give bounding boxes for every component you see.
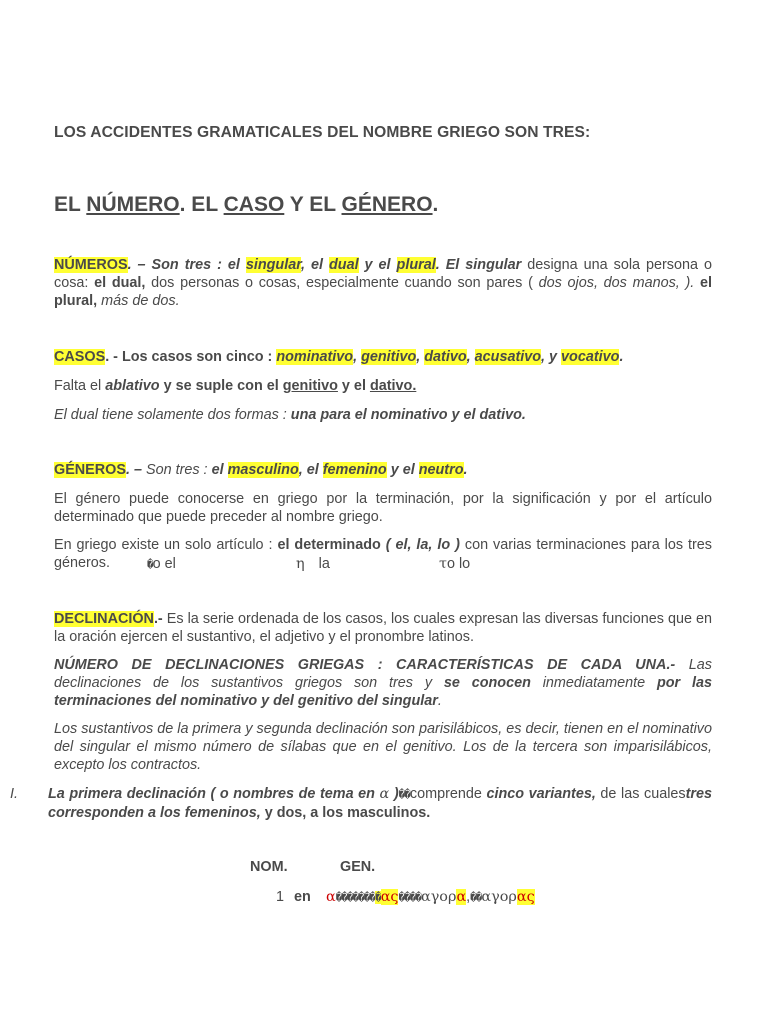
text: y el [386,462,419,478]
text: tres corresponden a los femeninos, [48,786,712,821]
subtitle-text: . [432,193,439,216]
subtitle-text: Y EL [284,193,342,216]
text: El singular [445,257,522,273]
text: α [456,889,467,905]
text: comprende [409,786,487,802]
text: ας [380,889,399,905]
table-row [276,888,311,906]
text: El género puede conocerse en griego por la terminación, por la significación y por el artículo determinado que puede preceder al nombre griego. [54,491,712,525]
document-title [54,124,712,142]
text: NÚMERO DE DECLINACIONES GRIEGAS : CARACTERÍSTICAS DE CADA UNA.- [54,657,676,673]
numeros-heading: NÚMEROS [54,257,128,273]
subtitle-text: . EL [179,193,224,216]
text: ας [516,889,535,905]
highlight-neutro: neutro [418,462,464,478]
text: .- [153,611,163,627]
table-row-forms [326,888,535,907]
col-header-nom [250,858,288,876]
text: , [416,349,425,365]
text: se conocen [443,675,531,691]
casos-ablativo-line [54,377,712,395]
numeros-paragraph [54,256,712,310]
text: dos personas o cosas, especialmente cuando son pares ( [145,275,539,291]
text: Falta el [54,378,106,394]
text: ) [389,786,399,802]
text: �� [470,891,482,904]
parisilabicos-paragraph [54,720,712,774]
text: el plural, [54,275,713,309]
title-text: LOS ACCIDENTES GRAMATICALES DEL NOMBRE GRIEGO SON TRES: [54,124,591,141]
article-masculine [147,555,176,574]
text: τ [439,556,447,572]
col-header-gen [340,858,375,876]
text: η [296,556,305,572]
text: de las cuales [595,786,686,802]
text: GEN. [340,859,376,875]
generos-line [54,461,712,479]
text: Los sustantivos de la primera y segunda declinación son parisilábicos, es decir, tienen en el nominativo del singular el mismo número de sílabas que en el genitivo. Los de la tercera son imparisilábicos, excepto los contractos. [54,721,712,773]
subtitle-numero: NÚMERO [86,193,180,216]
text: , [353,349,362,365]
text: y el [337,378,370,394]
text: . [463,462,468,478]
text: y se suple con el [159,378,283,394]
document-subtitle [54,193,712,217]
casos-dual-line [54,406,712,424]
primera-declinacion-paragraph [48,785,712,822]
text: ���� [398,891,421,904]
text: NOM. [250,859,288,875]
text: � [375,891,381,904]
text: . [619,349,624,365]
article-neuter [439,555,470,573]
text: dos ojos, dos manos, ). [538,275,695,291]
article-feminine [296,555,330,573]
text: , el [298,462,323,478]
text: En griego existe un solo artículo : [54,537,278,553]
text: . - Los casos son cinco : [105,349,277,365]
highlight-singular: singular [245,257,302,273]
highlight-dual: dual [328,257,359,273]
row-number: 1 [276,889,285,905]
declinaciones-paragraph [54,656,712,710]
text: , y [541,349,562,365]
text: Son tres : [145,462,212,478]
declinacion-paragraph [54,610,712,646]
text: αγορ [420,889,457,905]
subtitle-genero: GÉNERO [341,193,433,216]
text: , [466,889,471,905]
text: Son tres : el [151,257,246,273]
text: y el [358,257,397,273]
text: ( el, la, lo ) [380,537,460,553]
text: una para el nominativo y el dativo. [290,407,526,423]
list-number [10,785,18,803]
text: ������� [335,891,376,904]
text: dativo. [369,378,417,394]
text: Las declinaciones de los sustantivos griegos son tres y [54,657,712,691]
text: I. [10,786,18,802]
text: . – [127,257,152,273]
text: . [437,693,442,709]
text: α [379,786,390,802]
text: . [435,257,446,273]
text: inmediatamente [530,675,657,691]
highlight-plural: plural [396,257,436,273]
casos-heading: CASOS [54,349,106,365]
text: el dual, [94,275,146,291]
text: genitivo [282,378,338,394]
text: La primera declinación ( o nombres de tema en [48,786,380,802]
text: ablativo [105,378,160,394]
text: con varias terminaciones para los tres géneros. [54,537,712,571]
highlight-femenino: femenino [322,462,387,478]
highlight-nominativo: nominativo [276,349,354,365]
text: cinco variantes, [486,786,596,802]
text: por las terminaciones del nominativo y del genitivo del singular [54,675,712,709]
text: o lo [446,556,471,572]
text: � [147,558,153,571]
text: El dual tiene solamente dos formas : [54,407,291,423]
text: y dos, a los masculinos. [260,805,431,821]
subtitle-caso: CASO [223,193,285,216]
highlight-masculino: masculino [227,462,299,478]
highlight-genitivo: genitivo [361,349,417,365]
text: designa una sola persona o cosa: [54,257,712,291]
declinacion-heading: DECLINACIÓN [54,611,154,627]
text: αγορ [481,889,517,905]
text: α [326,889,336,905]
subtitle-text: EL [54,193,87,216]
highlight-dativo: dativo [424,349,467,365]
highlight-vocativo: vocativo [561,349,620,365]
text: en [294,889,311,905]
generos-heading: GÉNEROS [54,462,126,478]
text: el determinado [277,537,381,553]
highlight-acusativo: acusativo [474,349,542,365]
text: o el [152,556,176,572]
text: el [211,462,228,478]
text: . – [125,462,146,478]
text: la [318,556,330,572]
generos-paragraph-1 [54,490,712,526]
text: , el [301,257,329,273]
text: �� [398,788,410,801]
text: , [466,349,475,365]
text: más de dos. [97,293,180,309]
text: Es la serie ordenada de los casos, los cuales expresan las diversas funciones que en la oración ejercen el sustantivo, el adjetivo y el pronombre latinos. [54,611,712,645]
casos-line [54,348,712,366]
